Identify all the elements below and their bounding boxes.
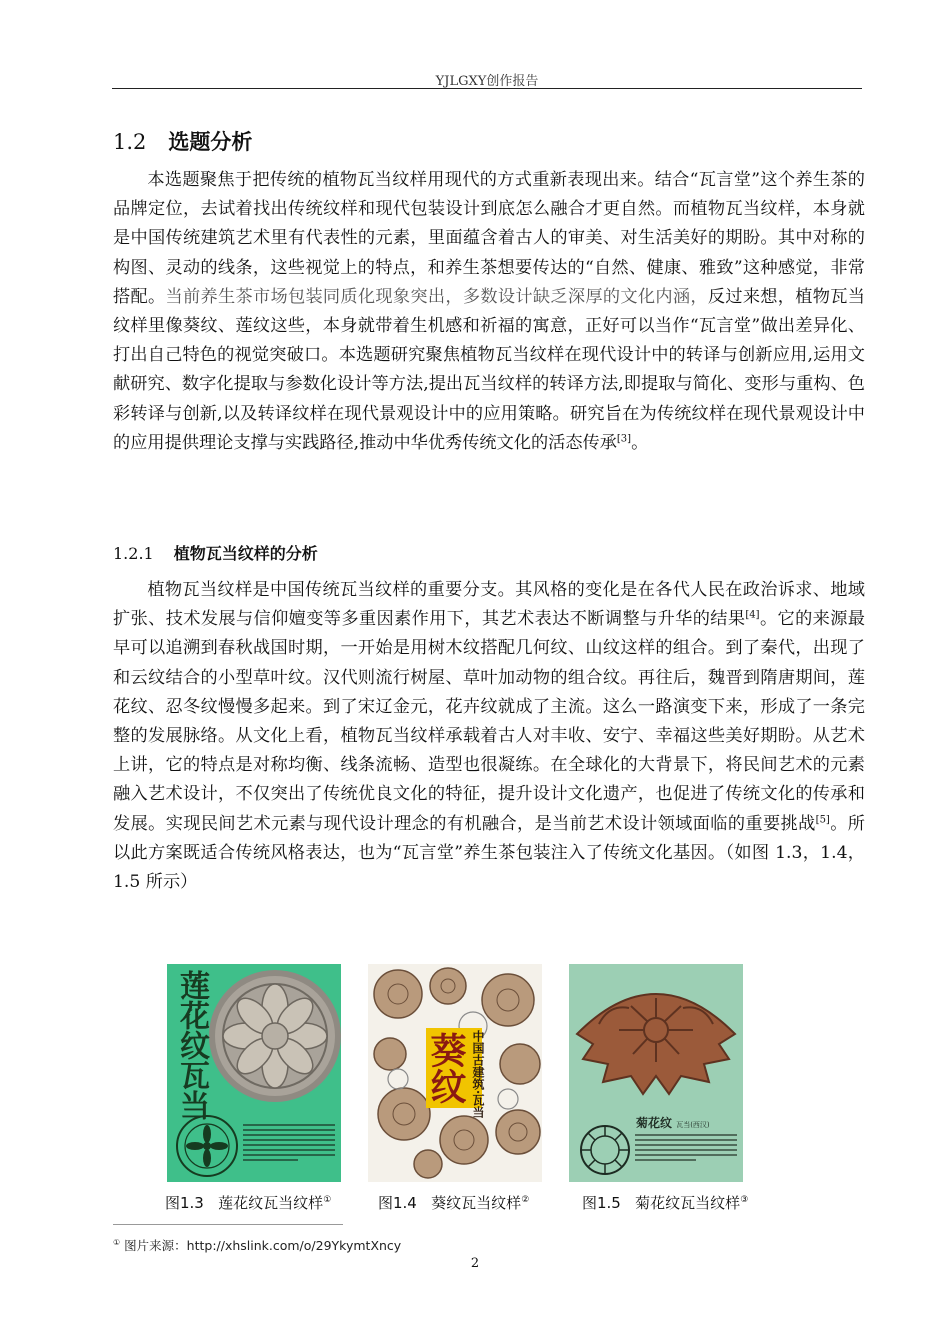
page-number: 2 — [470, 1256, 480, 1271]
paragraph-text: 。所以此方案既适合传统风格表达，也为“瓦言堂”养生茶包装注入了传统文化基因。（如图 1.3，1.4，1.5 所示） — [113, 813, 865, 893]
section-number: 1.2 — [113, 130, 147, 154]
paragraph-topic-analysis — [113, 166, 865, 458]
footnote-mark: ① — [113, 1237, 121, 1247]
figure-text-line — [243, 1154, 335, 1156]
figure-text-line — [243, 1149, 335, 1151]
subsection-number: 1.2.1 — [113, 544, 154, 563]
header-rule — [112, 88, 862, 89]
footnote-mark: ① — [323, 1195, 332, 1205]
figure-text-line — [243, 1134, 335, 1136]
figure-caption-1-4 — [378, 1192, 529, 1213]
paragraph-text-highlight: 当前养生茶市场包装同质化现象突出，多数设计缺乏深厚的文化内涵， — [165, 286, 708, 307]
footnote-rule — [113, 1224, 343, 1225]
figure-caption-text: 莲花纹瓦当纹样 — [218, 1194, 324, 1212]
citation: [3] — [616, 433, 632, 445]
figure-text-line — [635, 1154, 737, 1156]
figure-text-line — [243, 1129, 335, 1131]
citation: [5] — [815, 813, 830, 825]
paragraph-pattern-analysis — [113, 576, 865, 897]
figure-lotus-image — [167, 964, 341, 1182]
figure-text-line — [635, 1139, 737, 1141]
figure-caption-text: 葵纹瓦当纹样 — [431, 1194, 522, 1212]
figure-chrysanthemum-image — [569, 964, 743, 1182]
figure-image-subtitle: 中国古建筑·瓦当 — [471, 1030, 485, 1119]
figure-text-line — [635, 1159, 696, 1161]
paragraph-text: 反过来想，植物瓦当纹样里像葵纹、莲纹这些，本身就带着生机感和祈福的寓意，正好可以当作“瓦言堂”做出差异化、打出自己特色的视觉突破口。本选题研究聚焦植物瓦当纹样在现代设计中的转译与创新应用,运用文献研究、数字化提取与参数化设计等方法,提出瓦当纹样的转译方法,即提取与简化、变形与重构、色彩转译与创新,以及转译纹样在现代景观设计中的应用策略。研究旨在为传统纹样在现代景观设计中的应用提供理论支撑与实践路径,推动中华优秀传统文化的活态传承 — [113, 286, 865, 453]
footnote — [113, 1236, 401, 1254]
figure-text-line — [635, 1134, 737, 1136]
figure-text-line — [635, 1144, 737, 1146]
figure-text-line — [243, 1139, 335, 1141]
figure-sunflower-image — [368, 964, 542, 1182]
figure-text-line — [243, 1144, 335, 1146]
figure-label: 图1.4 — [378, 1194, 417, 1212]
figure-image-title: 莲花纹瓦当 — [174, 970, 209, 1120]
paragraph-text: 。它的来源最早可以追溯到春秋战国时期，一开始是用树木纹搭配几何纹、山纹这样的组合。到了秦代，出现了和云纹结合的小型草叶纹。汉代则流行树屋、草叶加动物的组合纹。再往后，魏晋到隋唐期间，莲花纹、忍冬纹慢慢多起来。到了宋辽金元，花卉纹就成了主流。这么一路演变下来，形成了一条完整的发展脉络。从文化上看，植物瓦当纹样承载着古人对丰收、安宁、幸福这些美好期盼。从艺术上讲，它的特点是对称均衡、线条流畅、造型也很凝练。在全球化的大背景下，将民间艺术的元素融入艺术设计，不仅突出了传统优良文化的特征，提升设计文化遗产，也促进了传统文化的传承和发展。实现民间艺术元素与现代设计理念的有机融合，是当前艺术设计领域面临的重要挑战 — [113, 609, 865, 834]
figure-image-body-text — [635, 1132, 737, 1178]
citation: [4] — [745, 609, 760, 621]
paragraph-text: 植物瓦当纹样是中国传统瓦当纹样的重要分支。其风格的变化是在各代人民在政治诉求、地域扩张、技术发展与信仰嬗变等多重因素作用下，其艺术表达不断调整与升华的结果 — [113, 580, 865, 630]
subsection-title: 植物瓦当纹样的分析 — [173, 544, 318, 563]
figure-image-title: 葵纹 — [425, 1032, 467, 1104]
figure-text-line — [635, 1149, 737, 1151]
paragraph-text: 。 — [631, 432, 649, 453]
figure-caption-1-3 — [165, 1192, 331, 1213]
footnote-mark: ② — [521, 1195, 530, 1205]
paragraph-text: 本选题聚焦于把传统的植物瓦当纹样用现代的方式重新表现出来。结合“瓦言堂”这个养生茶的品牌定位，去试着找出传统纹样和现代包装设计到底怎么融合才更自然。而植物瓦当纹样，本身就是中国传统建筑艺术里有代表性的元素，里面蕴含着古人的审美、对生活美好的期盼。其中对称的构图、灵动的线条，这些视觉上的特点，和养生茶想要传达的“自然、健康、雅致”这种感觉，非常搭配。 — [113, 170, 865, 307]
running-header: YJLGXY创作报告 — [435, 74, 539, 89]
figure-image-title — [636, 1114, 710, 1131]
figure-caption-text: 菊花纹瓦当纹样 — [635, 1194, 741, 1212]
section-heading — [113, 126, 252, 156]
figure-image-subtitle: 瓦当(西汉) — [676, 1121, 710, 1129]
footnote-text: 图片来源：http://xhslink.com/o/29YkymtXncy — [124, 1238, 402, 1253]
footnote-mark: ③ — [740, 1195, 749, 1205]
figure-image-title-text: 菊花纹 — [636, 1116, 673, 1130]
figure-text-line — [243, 1159, 298, 1161]
section-title: 选题分析 — [168, 130, 253, 154]
subsection-heading — [113, 541, 318, 564]
figure-label: 图1.5 — [582, 1194, 621, 1212]
figure-image-body-text — [243, 1122, 335, 1178]
figure-caption-1-5 — [582, 1192, 748, 1213]
figure-text-line — [243, 1124, 335, 1126]
figure-label: 图1.3 — [165, 1194, 204, 1212]
